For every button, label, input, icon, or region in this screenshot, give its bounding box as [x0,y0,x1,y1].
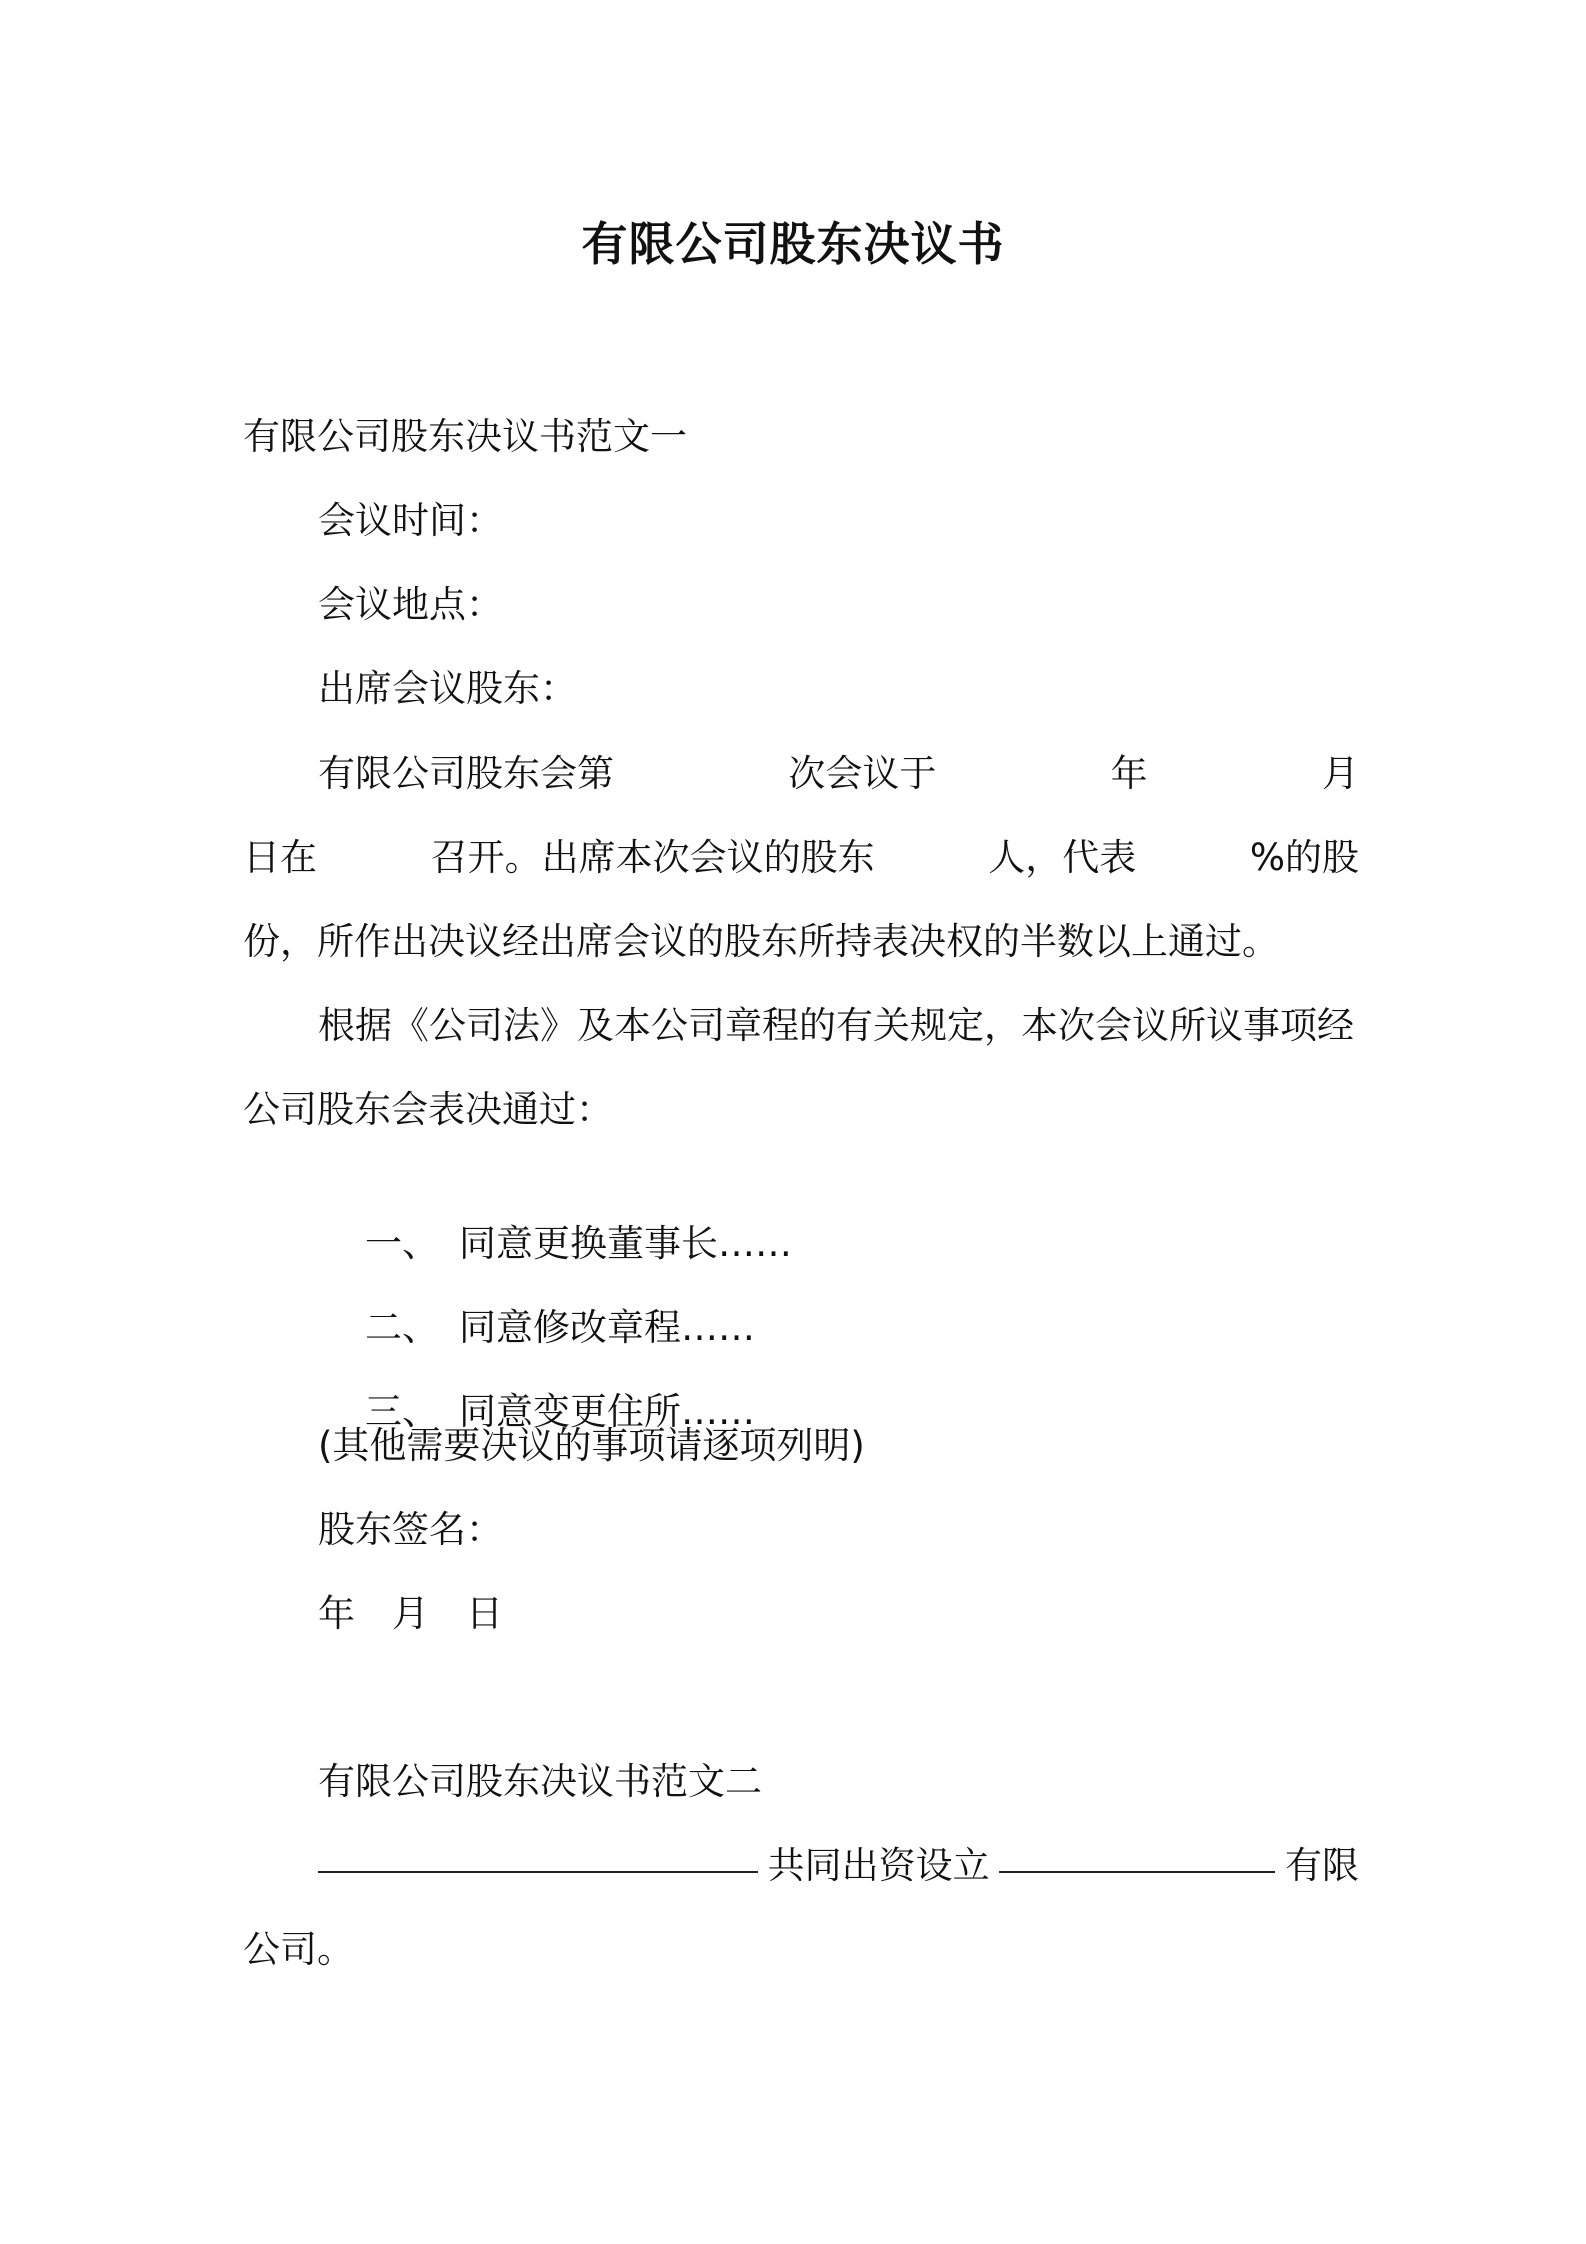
para1-seg: %的股 [1249,836,1359,879]
para1-seg: 次会议于 [788,752,937,795]
item-number: 三、 [365,1390,440,1433]
document-title: 有限公司股东决议书 [581,217,1005,271]
meeting-place-label: 会议地点： [318,583,503,626]
attending-shareholders-label: 出席会议股东： [318,667,577,710]
paragraph1-line2 [243,833,1359,883]
section2-seg: 有限 [1284,1844,1359,1887]
paragraph2-line1: 根据《公司法》及本公司章程的有关规定，本次会议所议事项经 [318,1004,1354,1047]
blank-underline [999,1841,1275,1873]
meeting-time-label: 会议时间： [318,499,503,542]
paragraph2-line2: 公司股东会表决通过： [243,1088,613,1131]
para1-seg: 年 [1110,752,1148,795]
section2-line1 [318,1841,1359,1891]
blank-underline [318,1841,758,1873]
item-number: 一、 [365,1222,440,1265]
para1-seg: 日在 [243,836,317,879]
para1-seg: 有限公司股东会第 [318,752,614,795]
resolution-note: (其他需要决议的事项请逐项列明) [318,1424,865,1467]
item-text: 同意更换董事长…… [459,1222,793,1265]
section2-heading: 有限公司股东决议书范文二 [318,1760,762,1803]
section1-heading: 有限公司股东决议书范文一 [243,415,687,458]
item-number: 二、 [365,1306,440,1349]
item-text: 同意变更住所…… [459,1390,756,1433]
paragraph1-line3: 份，所作出决议经出席会议的股东所持表决权的半数以上通过。 [243,920,1279,963]
para1-seg: 人，代表 [988,836,1137,879]
date-line: 年 月 日 [318,1592,503,1635]
para1-seg: 召开。出席本次会议的股东 [430,836,875,879]
section2-seg: 共同出资设立 [767,1844,990,1887]
shareholder-signature-label: 股东签名： [318,1508,503,1551]
para1-seg: 月 [1321,752,1359,795]
section2-line2: 公司。 [243,1928,354,1971]
item-text: 同意修改章程…… [459,1306,756,1349]
paragraph1-line1 [318,749,1359,799]
